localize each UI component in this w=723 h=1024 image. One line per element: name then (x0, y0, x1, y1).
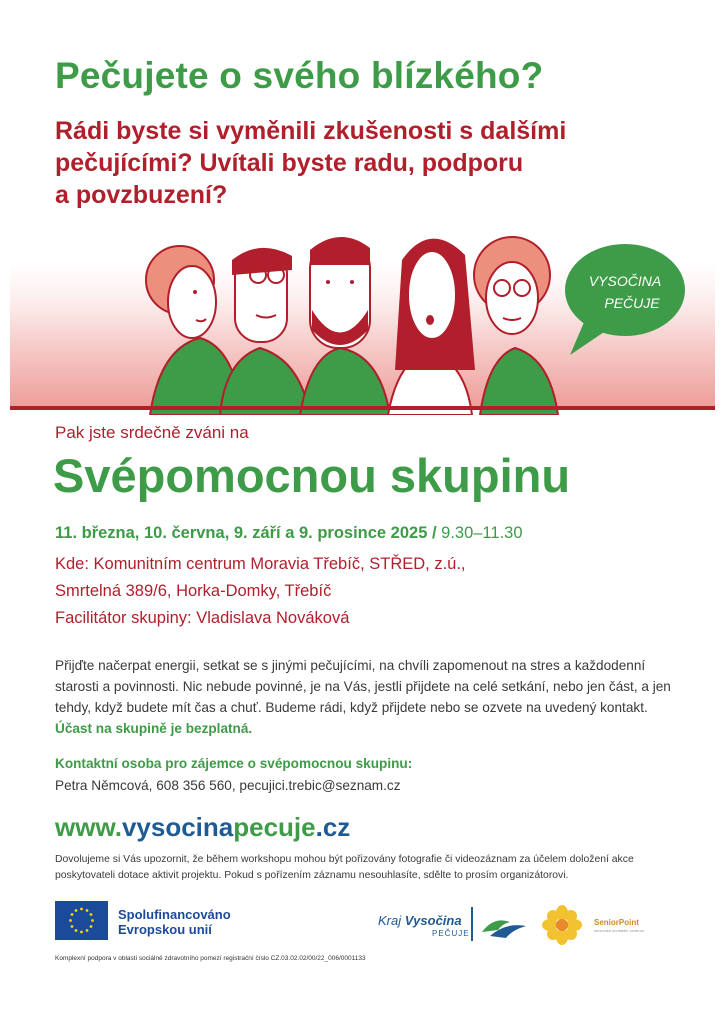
sub-headline-line: Rádi byste si vyměnili zkušenosti s dalšími (55, 117, 567, 145)
divider (10, 406, 715, 410)
headline: Pečujete o svého blízkého? (55, 55, 544, 96)
contact-heading: Kontaktní osoba pro zájemce o svépomocnou skupinu: (55, 756, 413, 771)
bubble-text-line: VYSOČINA (588, 273, 662, 289)
eu-text-line: Evropskou unií (118, 922, 212, 937)
time-text: 9.30–11.30 (436, 524, 523, 542)
free-participation: Účast na skupině je bezplatná. (55, 721, 253, 736)
website-part: vysocina (121, 812, 234, 842)
event-title: Svépomocnou skupinu (53, 449, 571, 502)
eu-flag-icon (55, 901, 108, 940)
kraj-prefix: Kraj (378, 913, 405, 928)
facilitator-line: Facilitátor skupiny: Vladislava Nováková (55, 609, 350, 627)
bubble-text-line: PEČUJE (604, 295, 660, 311)
sub-headline-line: a povzbuzení? (55, 181, 228, 209)
website-part: www. (55, 812, 122, 842)
place-line: Kde: Komunitním centrum Moravia Třebíč, STŘED, z.ú., (55, 555, 466, 573)
senior-point-flower-icon (540, 905, 584, 945)
sub-headline (55, 115, 695, 211)
invite-lead: Pak jste srdečně zváni na (55, 423, 249, 442)
senior-point-logo: SeniorPoint (594, 918, 639, 927)
caregivers-illustration (10, 220, 715, 415)
contact-info[interactable]: Petra Němcová, 608 356 560, pecujici.trebic@seznam.cz (55, 778, 401, 793)
kraj-sub: PEČUJE (432, 929, 470, 938)
event-dates (55, 524, 523, 543)
logo-separator (471, 907, 473, 941)
dates-text: 11. března, 10. června, 9. září a 9. prosince 2025 / (55, 524, 437, 542)
eu-text-line: Spolufinancováno (118, 907, 231, 922)
website-link[interactable] (55, 812, 350, 843)
body-paragraph: Přijďte načerpat energii, setkat se s jinými pečujícími, na chvíli zapomenout na stres a každodenní starosti a povinnosti. Nic nebude povinné, je na Vás, jestli přijdete na celé setkání, nebo jen část, a jen tehdy, když budete mít čas a chuť. Budeme rádi, když přijdete nebo se ozvete na uvedený kontakt. (55, 658, 671, 715)
kraj-name: Vysočina (404, 913, 462, 928)
body-text (55, 655, 675, 739)
footer-registration: Komplexní podpora v oblasti sociálně zdravotního pomezí registrační číslo CZ.03.02.02/00/22_006/0001133 (55, 955, 366, 962)
website-part: .cz (315, 812, 351, 842)
eu-cofinanced-text (118, 907, 231, 937)
vysocina-wave-icon (480, 912, 528, 940)
sub-headline-line: pečujícími? Uvítali byste radu, podporu (55, 149, 524, 177)
senior-point-sub: seniorské kontaktní centrum (594, 928, 645, 933)
photo-disclaimer: Dovolujeme si Vás upozornit, že během workshopu mohou být pořizovány fotografie či videozáznam za účelem doložení akce poskytovateli dotace aktivit projektu. Pokud s pořízením záznamu nesouhlasíte, sdělte to prosím organizátorovi. (55, 854, 634, 881)
kraj-vysocina-logo (378, 913, 462, 928)
address-line: Smrtelná 389/6, Horka-Domky, Třebíč (55, 582, 332, 600)
website-part: pecuje (233, 812, 316, 842)
